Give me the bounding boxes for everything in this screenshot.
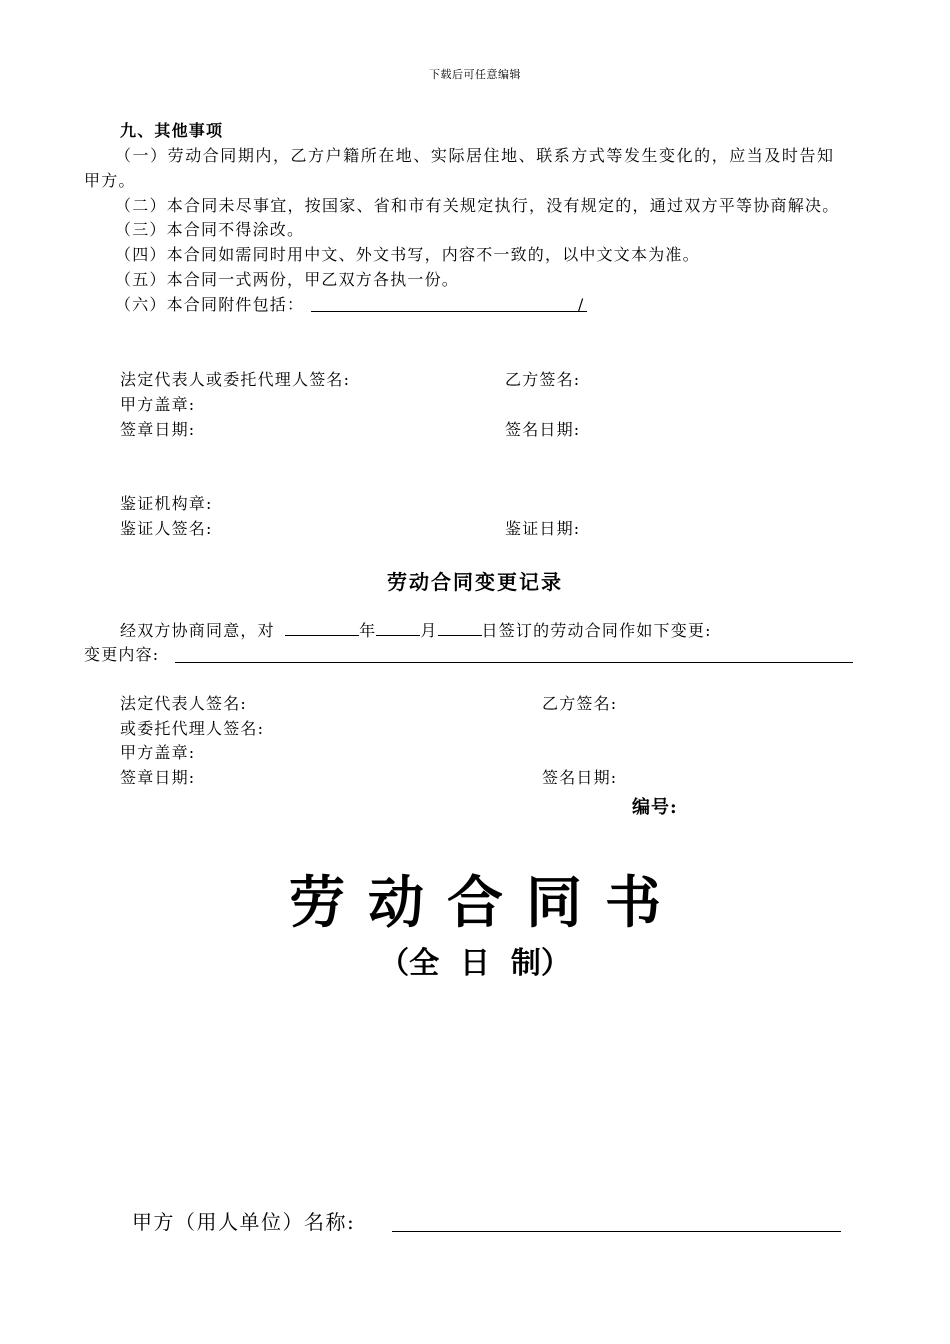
- party-a-seal-label: 甲方盖章:: [120, 395, 196, 414]
- year-field[interactable]: [285, 619, 359, 636]
- change-intro-prefix: 经双方协商同意，对: [120, 621, 275, 640]
- section-heading: 九、其他事项: [120, 121, 224, 140]
- sign-date-label: 签名日期:: [505, 420, 581, 439]
- day-suffix: 日签订的劳动合同作如下变更:: [481, 621, 712, 640]
- authentication-date-label: 鉴证日期:: [505, 519, 581, 538]
- cover-title-char: 同: [526, 870, 582, 936]
- attachment-value: /: [577, 295, 585, 314]
- change-party-b-signature-label: 乙方签名:: [542, 694, 618, 713]
- attachment-field[interactable]: [311, 295, 587, 312]
- change-rep-signature-label: 法定代表人签名:: [120, 694, 247, 713]
- change-content-field[interactable]: [175, 662, 853, 663]
- employer-name-field[interactable]: [392, 1231, 841, 1232]
- seal-date-label: 签章日期:: [120, 420, 196, 439]
- month-label: 月: [420, 621, 438, 640]
- change-seal-date-label: 签章日期:: [120, 768, 196, 787]
- change-sign-date-label: 签名日期:: [542, 768, 618, 787]
- cover-subtitle: （全 日 制）: [379, 946, 571, 981]
- cover-title-char: 合: [447, 870, 503, 936]
- clause-1-line-2: 甲方。: [84, 171, 136, 190]
- change-record-title: 劳动合同变更记录: [387, 570, 563, 594]
- day-field[interactable]: [438, 619, 482, 636]
- rep-signature-label: 法定代表人或委托代理人签名:: [120, 370, 351, 389]
- cover-title-char: 动: [368, 870, 424, 936]
- employer-name-label: 甲方（用人单位）名称:: [132, 1210, 356, 1234]
- month-field[interactable]: [376, 619, 420, 636]
- change-content-label: 变更内容:: [84, 645, 160, 664]
- header-note: 下载后可任意编辑: [429, 68, 521, 81]
- change-agent-signature-label: 或委托代理人签名:: [120, 719, 265, 738]
- clause-6-label: （六）本合同附件包括：: [115, 295, 305, 314]
- clause-3: （三）本合同不得涂改。: [115, 220, 305, 239]
- authentication-seal-label: 鉴证机构章:: [120, 494, 213, 513]
- clause-5: （五）本合同一式两份，甲乙双方各执一份。: [115, 270, 460, 289]
- clause-2: （二）本合同未尽事宜，按国家、省和市有关规定执行，没有规定的，通过双方平等协商解决。: [115, 196, 840, 215]
- change-intro: [120, 619, 712, 641]
- cover-title-char: 书: [605, 870, 661, 936]
- change-party-a-seal-label: 甲方盖章:: [120, 743, 196, 762]
- clause-1-line-1: （一）劳动合同期内，乙方户籍所在地、实际居住地、联系方式等发生变化的，应当及时告知: [115, 146, 835, 165]
- contract-number-label: 编号:: [632, 797, 678, 818]
- cover-title-char: 劳: [289, 870, 345, 936]
- cover-title: [0, 868, 950, 938]
- clause-4: （四）本合同如需同时用中文、外文书写，内容不一致的，以中文文本为准。: [115, 245, 700, 264]
- clause-6: [115, 295, 587, 315]
- authenticator-signature-label: 鉴证人签名:: [120, 519, 213, 538]
- year-label: 年: [359, 621, 377, 640]
- party-b-signature-label: 乙方签名:: [505, 370, 581, 389]
